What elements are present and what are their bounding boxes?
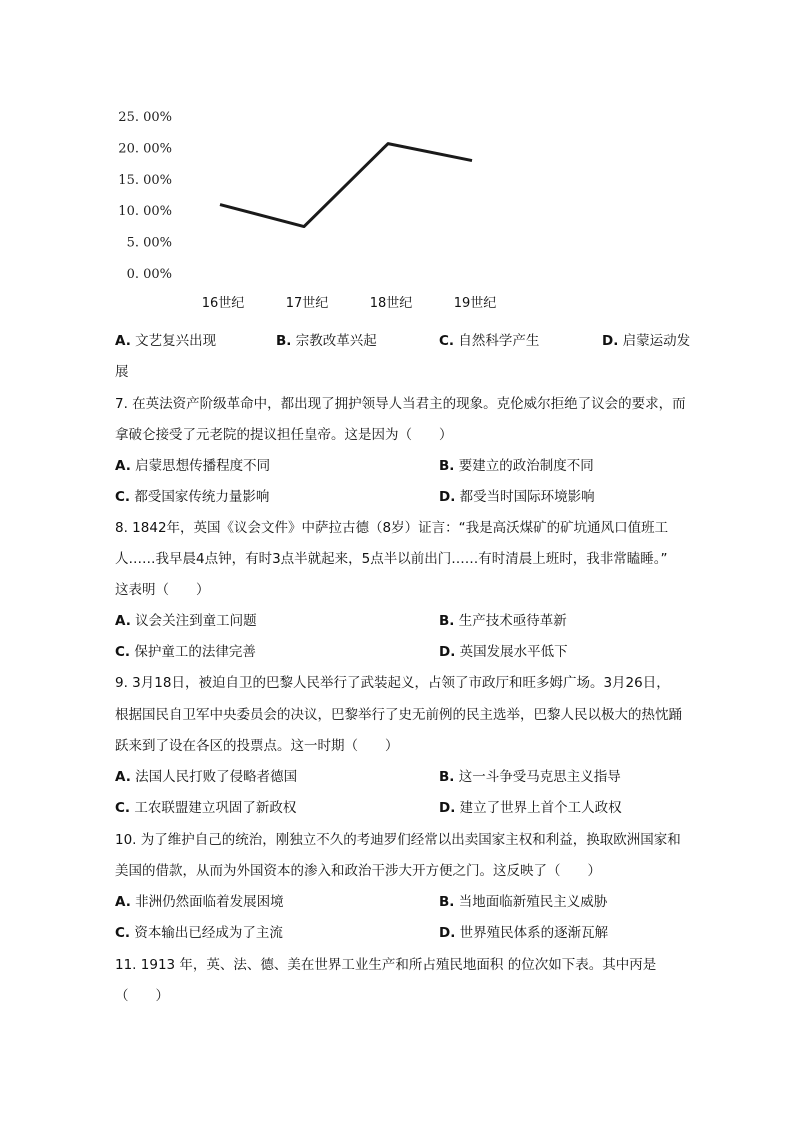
option-label: B. [439,613,455,629]
question-9-stem-end: 跃来到了设在各区的投票点。这一时期（ ） [115,738,399,754]
option-label: A. [115,769,131,785]
option-text: 都受当时国际环境影响 [459,489,595,505]
option-label: C. [115,925,131,941]
option-label: C. [439,333,455,349]
option-a[interactable] [115,611,257,631]
option-c[interactable] [115,642,256,662]
y-tick-label: 15. 00% [118,172,172,188]
question-11-stem: 11. 1913 年，英、法、德、美在世界工业生产和所占殖民地面积 的位次如下表。其中丙是 [115,957,657,973]
option-text: 资本输出已经成为了主流 [134,925,283,941]
question-8-stem-cont: 人……我早晨4点钟，有时3点半就起来，5点半以前出门……有时清晨上班时，我非常瞌睡。” [115,551,668,567]
option-label: D. [439,925,456,941]
option-label: D. [439,644,456,660]
x-tick-label: 16世纪 [201,296,245,311]
question-11-stem-cont: （ ） [115,988,169,1004]
option-a[interactable] [115,767,297,787]
option-text: 文艺复兴出现 [135,333,217,349]
question-7-stem-cont: 拿破仑接受了元老院的提议担任皇帝。这是因为（ ） [115,427,453,443]
question-7-stem: 7. 在英法资产阶级革命中，都出现了拥护领导人当君主的现象。克伦威尔拒绝了议会的要求，而 [115,396,686,412]
option-label: A. [115,458,131,474]
x-axis-categories [202,295,497,311]
question-8-stem: 8. 1842年，英国《议会文件》中萨拉古德（8岁）证言：“我是高沃煤矿的矿坑通风口值班工 [115,520,669,536]
option-text: 要建立的政治制度不同 [458,458,594,474]
option-text: 工农联盟建立巩固了新政权 [134,800,297,816]
option-d[interactable] [439,642,568,662]
option-label: A. [115,333,131,349]
y-tick-label: 25. 00% [118,110,172,125]
option-label: B. [439,769,455,785]
y-tick-label: 5. 00% [126,235,172,251]
question-8-stem-end: 这表明（ ） [115,582,210,598]
question-10-stem-cont: 美国的借款，从而为外国资本的渗入和政治干涉大开方便之门。这反映了（ ） [115,863,601,879]
option-b[interactable] [439,767,621,787]
option-c[interactable] [439,331,539,351]
option-label: C. [115,644,131,660]
option-label: D. [439,489,456,505]
option-text: 宗教改革兴起 [295,333,377,349]
option-text: 启蒙思想传播程度不同 [135,458,271,474]
option-c[interactable] [115,798,296,818]
option-label: D. [439,800,456,816]
option-text: 非洲仍然面临着发展困境 [135,894,284,910]
option-d-wrap: 展 [115,364,129,380]
question-9-stem-cont: 根据国民自卫军中央委员会的决议，巴黎举行了史无前例的民主选举，巴黎人民以极大的热忱踊 [115,707,682,723]
option-text: 英国发展水平低下 [459,644,568,660]
option-b[interactable] [276,331,377,351]
line-chart [100,100,520,325]
question-9-stem: 9. 3月18日，被迫自卫的巴黎人民举行了武装起义，占领了市政厅和旺多姆广场。3月26日， [115,675,670,691]
series-line [220,144,472,227]
option-b[interactable] [439,611,567,631]
option-text: 都受国家传统力量影响 [134,489,270,505]
option-c[interactable] [115,923,283,943]
option-text: 建立了世界上首个工人政权 [459,800,622,816]
x-tick-label: 18世纪 [369,296,413,311]
option-label: D. [602,333,619,349]
option-label: A. [115,613,131,629]
option-text: 世界殖民体系的逐渐瓦解 [459,925,609,941]
option-d[interactable] [439,923,608,943]
option-label: A. [115,894,131,910]
y-axis-ticks [118,110,172,282]
y-tick-label: 10. 00% [118,204,172,220]
option-label: B. [439,894,455,910]
option-c[interactable] [115,487,269,507]
option-label: C. [115,489,131,505]
x-tick-label: 19世纪 [453,296,497,311]
option-d[interactable] [439,798,622,818]
option-text: 法国人民打败了侵略者德国 [135,769,298,785]
option-a[interactable] [115,331,216,351]
option-a[interactable] [115,456,270,476]
option-b[interactable] [439,456,594,476]
option-d[interactable] [602,331,690,351]
option-label: B. [276,333,292,349]
option-text: 这一斗争受马克思主义指导 [458,769,621,785]
option-b[interactable] [439,892,607,912]
option-text: 启蒙运动发 [622,333,691,349]
option-d[interactable] [439,487,595,507]
option-text: 自然科学产生 [458,333,540,349]
x-tick-label: 17世纪 [285,296,329,311]
option-label: B. [439,458,455,474]
option-text: 保护童工的法律完善 [134,644,256,660]
y-tick-label: 0. 00% [126,267,172,282]
option-text: 当地面临新殖民主义威胁 [458,894,608,910]
option-text: 生产技术亟待革新 [458,613,567,629]
option-text: 议会关注到童工问题 [135,613,257,629]
option-a[interactable] [115,892,284,912]
y-tick-label: 20. 00% [118,141,172,157]
option-label: C. [115,800,131,816]
question-10-stem: 10. 为了维护自己的统治，刚独立不久的考迪罗们经常以出卖国家主权和利益，换取欧洲国家和 [115,832,681,848]
